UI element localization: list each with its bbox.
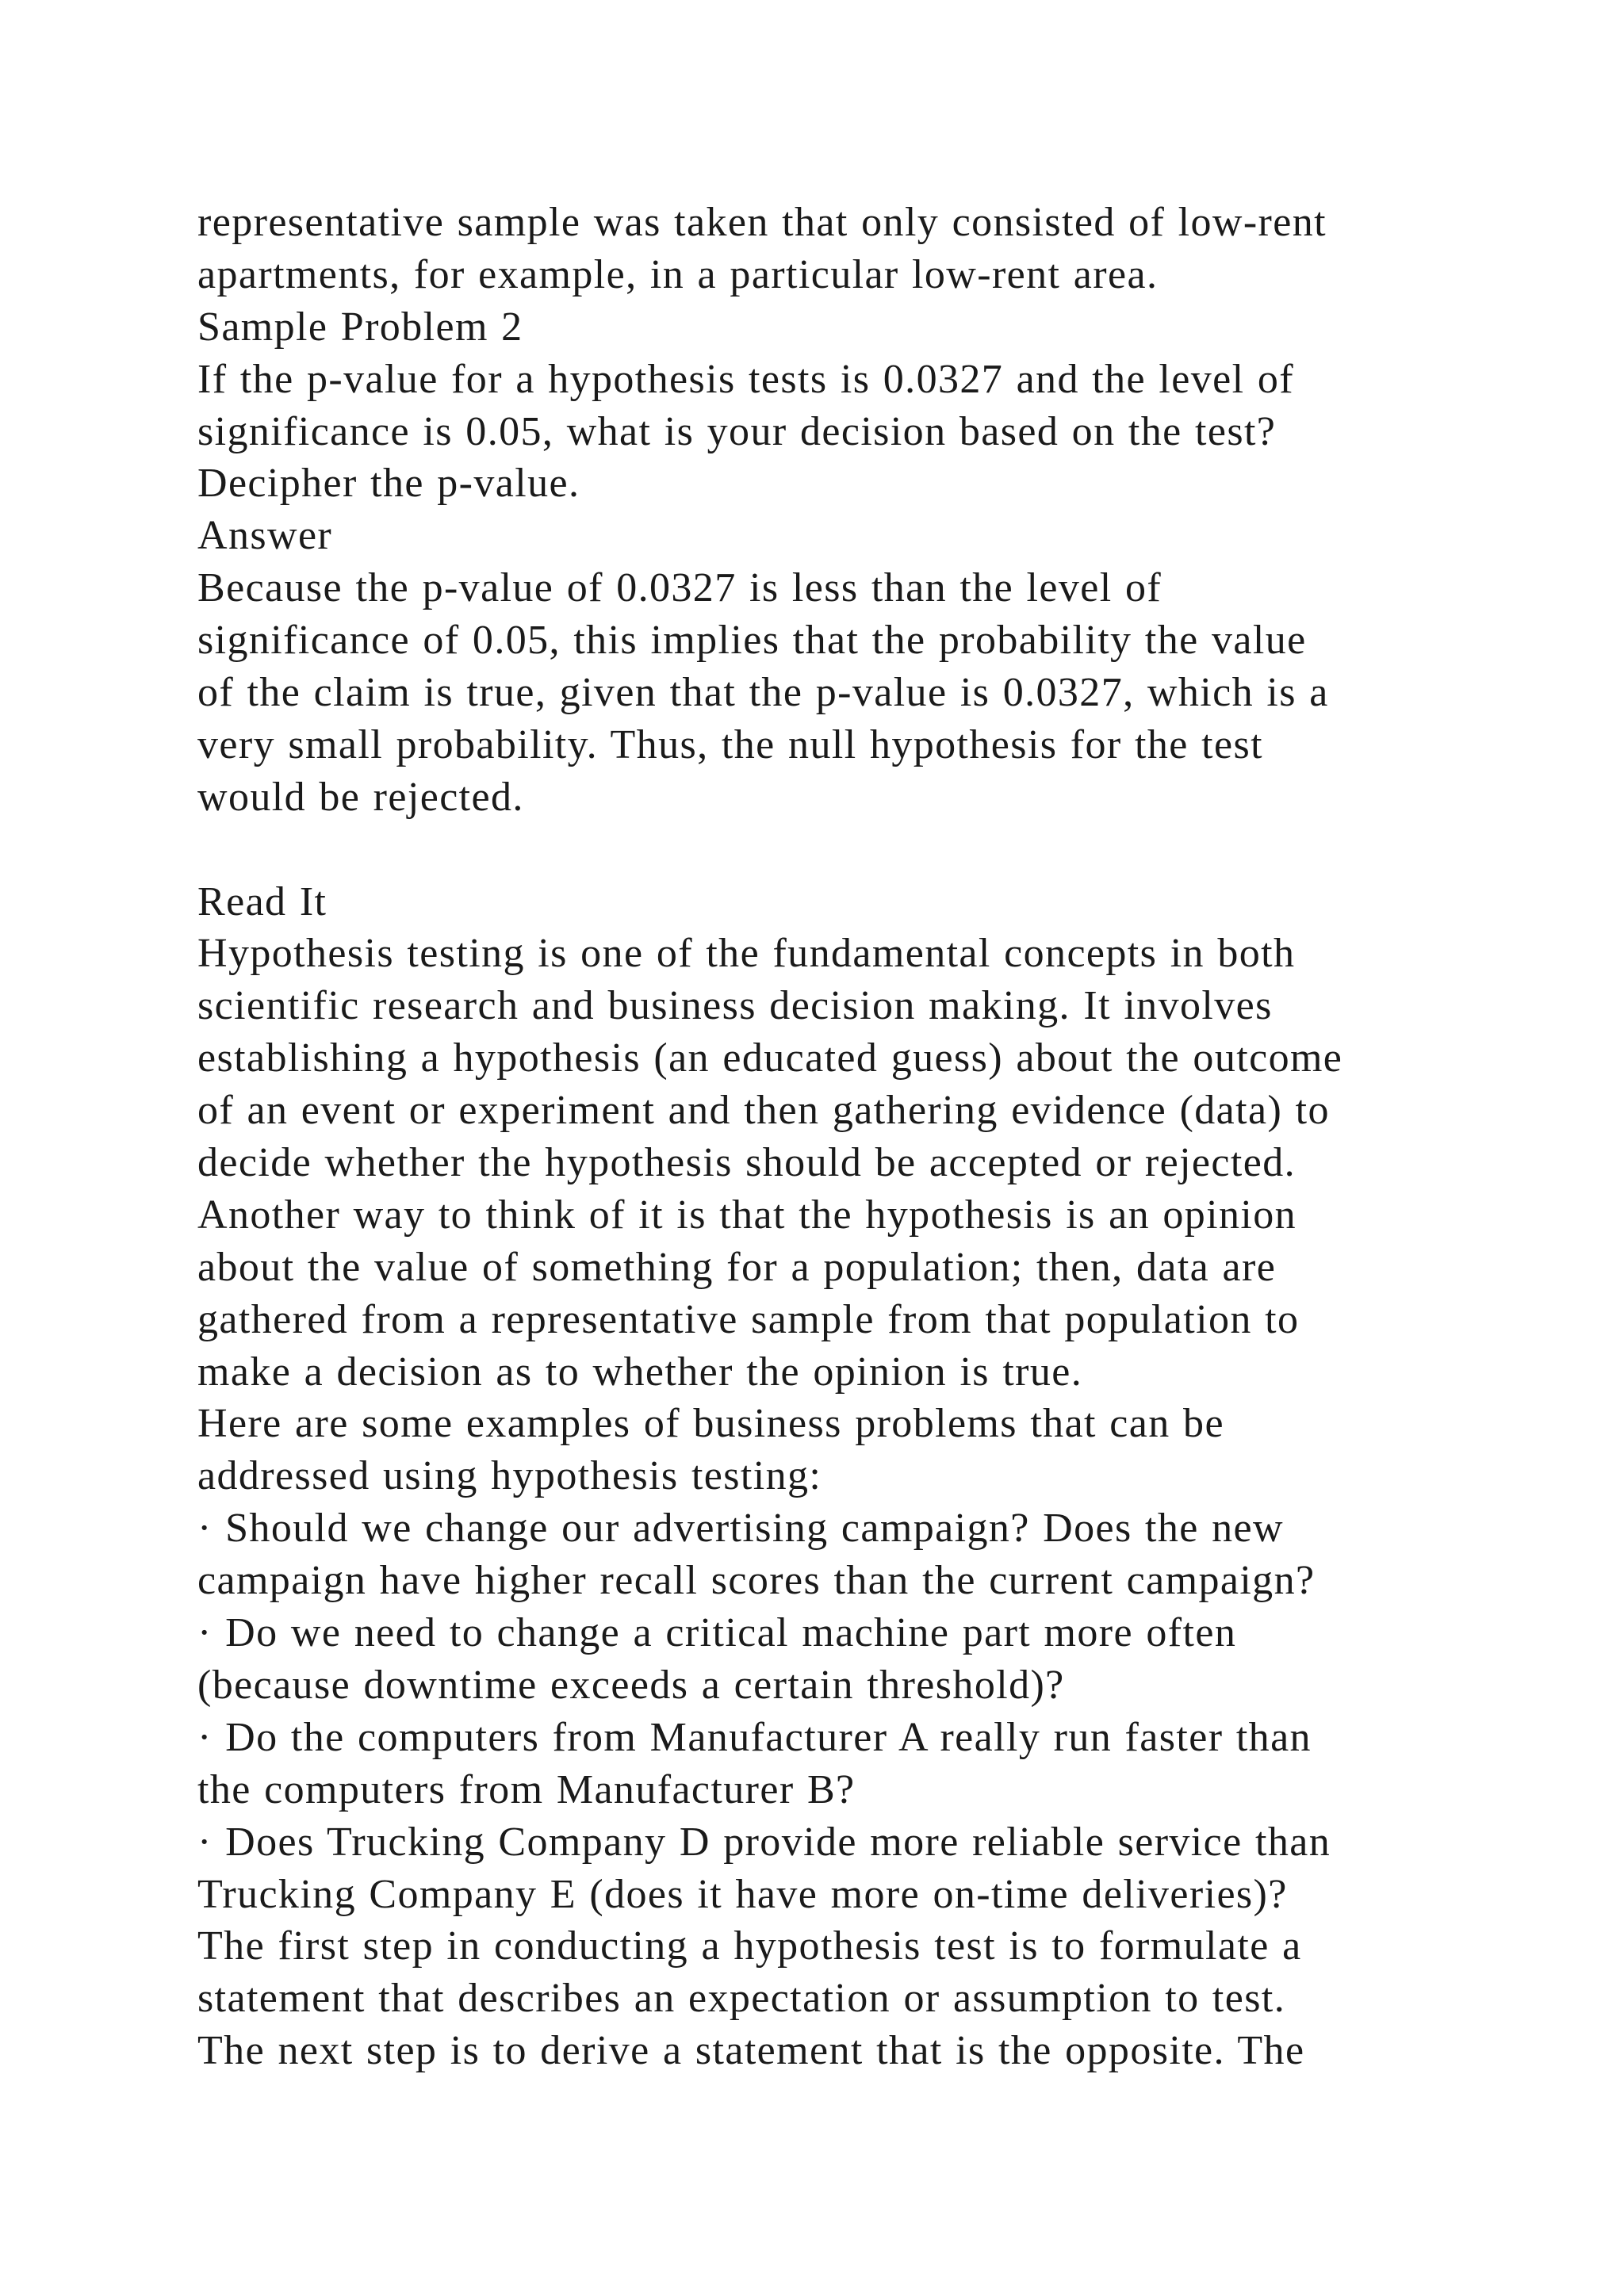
text-line: decide whether the hypothesis should be accepted or rejected. bbox=[197, 1140, 1296, 1186]
text-line: very small probability. Thus, the null hypothesis for the test bbox=[197, 721, 1263, 767]
text-line: of an event or experiment and then gathering evidence (data) to bbox=[197, 1088, 1330, 1134]
text-line: gathered from a representative sample from that population to bbox=[197, 1296, 1300, 1342]
text-line: apartments, for example, in a particular low-rent area. bbox=[197, 251, 1159, 297]
text-line: campaign have higher recall scores than the current campaign? bbox=[197, 1558, 1316, 1604]
text-line: representative sample was taken that only consisted of low-rent bbox=[197, 200, 1327, 245]
text-line: If the p-value for a hypothesis tests is 0.0327 and the level of bbox=[197, 356, 1294, 402]
text-line: Another way to think of it is that the hypothesis is an opinion bbox=[197, 1192, 1297, 1238]
text-line: significance of 0.05, this implies that the probability the value bbox=[197, 618, 1307, 664]
text-line: of the claim is true, given that the p-value is 0.0327, which is a bbox=[197, 670, 1329, 716]
text-line: about the value of something for a population; then, data are bbox=[197, 1244, 1277, 1290]
text-line: Decipher the p-value. bbox=[197, 461, 580, 507]
text-line: (because downtime exceeds a certain threshold)? bbox=[197, 1662, 1065, 1708]
text-line: the computers from Manufacturer B? bbox=[197, 1766, 856, 1812]
text-line: Hypothesis testing is one of the fundamental concepts in both bbox=[197, 931, 1296, 977]
text-line: scientific research and business decision making. It involves bbox=[197, 983, 1273, 1029]
bullet-item: · Does Trucking Company D provide more reliable service than bbox=[197, 1819, 1331, 1865]
bullet-item: · Do we need to change a critical machine part more often bbox=[197, 1610, 1237, 1656]
text-line: Trucking Company E (does it have more on-time deliveries)? bbox=[197, 1871, 1288, 1917]
text-line: The first step in conducting a hypothesis test is to formulate a bbox=[197, 1923, 1302, 1969]
text-line: The next step is to derive a statement that is the opposite. The bbox=[197, 2028, 1305, 2074]
text-line: statement that describes an expectation or assumption to test. bbox=[197, 1976, 1286, 2022]
text-line: significance is 0.05, what is your decision based on the test? bbox=[197, 408, 1277, 454]
blank-line bbox=[197, 824, 1545, 876]
bullet-item: · Do the computers from Manufacturer A really run faster than bbox=[197, 1714, 1312, 1760]
section-heading: Answer bbox=[197, 513, 333, 559]
text-line: Here are some examples of business problems that can be bbox=[197, 1401, 1224, 1447]
section-heading: Read It bbox=[197, 878, 327, 924]
text-line: Because the p-value of 0.0327 is less than the level of bbox=[197, 565, 1162, 611]
section-heading: Sample Problem 2 bbox=[197, 304, 523, 350]
text-line: establishing a hypothesis (an educated guess) about the outcome bbox=[197, 1035, 1343, 1081]
text-line: would be rejected. bbox=[197, 774, 524, 820]
bullet-item: · Should we change our advertising campaign? Does the new bbox=[197, 1506, 1284, 1552]
text-line: make a decision as to whether the opinion is true. bbox=[197, 1349, 1083, 1395]
document-body bbox=[197, 197, 1545, 2077]
text-line: addressed using hypothesis testing: bbox=[197, 1453, 822, 1499]
